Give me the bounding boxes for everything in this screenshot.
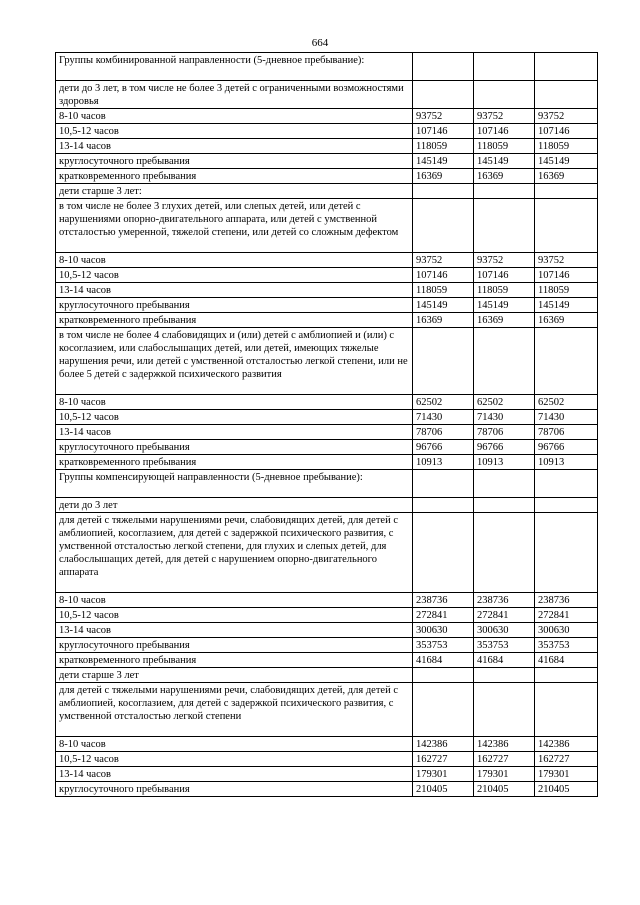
row-value-3: 118059 [535,283,598,298]
table-row [56,124,598,139]
row-value-2: 210405 [474,782,535,797]
row-value-2 [474,53,535,81]
row-value-1: 145149 [413,298,474,313]
row-label: 8-10 часов [56,593,413,608]
row-value-2: 71430 [474,410,535,425]
row-value-2: 16369 [474,313,535,328]
row-value-3: 107146 [535,268,598,283]
row-value-3 [535,81,598,109]
row-label: дети старше 3 лет [56,668,413,683]
row-label: круглосуточного пребывания [56,440,413,455]
row-value-3: 93752 [535,109,598,124]
row-value-3: 162727 [535,752,598,767]
row-value-2: 238736 [474,593,535,608]
table-row [56,638,598,653]
row-value-1 [413,199,474,253]
row-value-2 [474,470,535,498]
row-label: для детей с тяжелыми нарушениями речи, слабовидящих детей, для детей с амблиопией, косоглазием, для детей с задержкой психического развития, с умственной отсталостью легкой степени, для глухих и слепых детей, для слабослышащих детей, для детей с нарушением опорно-двигательного аппарата [56,513,413,593]
row-value-3: 300630 [535,623,598,638]
row-value-1: 93752 [413,109,474,124]
row-label: 10,5-12 часов [56,410,413,425]
table-row [56,268,598,283]
row-label: 10,5-12 часов [56,752,413,767]
row-value-1: 78706 [413,425,474,440]
table-row [56,513,598,593]
row-value-2: 118059 [474,283,535,298]
row-label: 10,5-12 часов [56,124,413,139]
row-value-3: 145149 [535,298,598,313]
table-row [56,81,598,109]
table-row [56,623,598,638]
row-value-1: 179301 [413,767,474,782]
row-value-3: 62502 [535,395,598,410]
row-label: для детей с тяжелыми нарушениями речи, слабовидящих детей, для детей с амблиопией, косоглазием, для детей с задержкой психического развития, с умственной отсталостью легкой степени [56,683,413,737]
row-value-1: 93752 [413,253,474,268]
row-label: дети до 3 лет, в том числе не более 3 детей с ограниченными возможностями здоровья [56,81,413,109]
table-row [56,283,598,298]
row-label: кратковременного пребывания [56,653,413,668]
row-value-2 [474,498,535,513]
row-value-1 [413,328,474,395]
row-value-1 [413,498,474,513]
row-value-3 [535,184,598,199]
row-value-3: 78706 [535,425,598,440]
row-value-2: 96766 [474,440,535,455]
table-body [56,53,598,797]
row-value-3 [535,470,598,498]
row-label: 10,5-12 часов [56,608,413,623]
row-label: 13-14 часов [56,623,413,638]
table-row [56,410,598,425]
row-value-3 [535,513,598,593]
row-label: 13-14 часов [56,283,413,298]
row-label: 8-10 часов [56,109,413,124]
row-value-2: 62502 [474,395,535,410]
row-value-3: 145149 [535,154,598,169]
row-value-2: 162727 [474,752,535,767]
table-row [56,184,598,199]
tariff-table [55,52,598,797]
table-row [56,668,598,683]
row-value-3: 272841 [535,608,598,623]
row-label: круглосуточного пребывания [56,154,413,169]
row-value-2: 353753 [474,638,535,653]
table-row [56,395,598,410]
table-row [56,752,598,767]
row-value-1 [413,668,474,683]
table-row [56,298,598,313]
row-value-3: 179301 [535,767,598,782]
row-value-2: 41684 [474,653,535,668]
table-row [56,455,598,470]
row-label: Группы комбинированной направленности (5-дневное пребывание): [56,53,413,81]
row-value-1 [413,683,474,737]
table-row [56,154,598,169]
table-row [56,199,598,253]
row-value-3: 93752 [535,253,598,268]
row-value-1: 16369 [413,313,474,328]
row-value-1: 238736 [413,593,474,608]
row-label: 13-14 часов [56,425,413,440]
row-label: круглосуточного пребывания [56,298,413,313]
row-value-1 [413,513,474,593]
table-row [56,425,598,440]
row-value-2 [474,513,535,593]
row-value-1: 118059 [413,283,474,298]
row-value-1: 10913 [413,455,474,470]
row-label: круглосуточного пребывания [56,782,413,797]
row-value-1 [413,184,474,199]
row-value-2: 107146 [474,268,535,283]
row-value-2: 93752 [474,109,535,124]
row-value-1: 145149 [413,154,474,169]
row-value-2 [474,81,535,109]
table-row [56,767,598,782]
table-row [56,253,598,268]
row-value-1: 71430 [413,410,474,425]
row-value-2: 272841 [474,608,535,623]
row-value-2: 16369 [474,169,535,184]
row-value-1: 353753 [413,638,474,653]
table-row [56,470,598,498]
row-value-2: 300630 [474,623,535,638]
table-row [56,139,598,154]
row-label: круглосуточного пребывания [56,638,413,653]
row-value-1: 300630 [413,623,474,638]
row-value-3 [535,668,598,683]
table-row [56,53,598,81]
row-value-1: 210405 [413,782,474,797]
table-row [56,328,598,395]
table-row [56,608,598,623]
row-value-1: 142386 [413,737,474,752]
row-value-3: 16369 [535,169,598,184]
row-value-3: 71430 [535,410,598,425]
row-value-2 [474,199,535,253]
row-label: кратковременного пребывания [56,313,413,328]
row-value-2 [474,328,535,395]
table-row [56,593,598,608]
row-value-1: 272841 [413,608,474,623]
row-value-2: 118059 [474,139,535,154]
row-value-3: 118059 [535,139,598,154]
row-label: 8-10 часов [56,253,413,268]
row-value-2 [474,668,535,683]
table-row [56,683,598,737]
row-label: кратковременного пребывания [56,455,413,470]
row-value-2 [474,184,535,199]
row-label: дети старше 3 лет: [56,184,413,199]
row-value-2: 93752 [474,253,535,268]
page-number: 664 [311,37,329,49]
row-label: кратковременного пребывания [56,169,413,184]
row-value-3: 210405 [535,782,598,797]
row-value-3: 96766 [535,440,598,455]
row-label: 8-10 часов [56,395,413,410]
row-value-1 [413,470,474,498]
row-value-1 [413,81,474,109]
row-value-2: 107146 [474,124,535,139]
table-row [56,109,598,124]
row-value-1: 162727 [413,752,474,767]
row-label: 10,5-12 часов [56,268,413,283]
row-label: 13-14 часов [56,767,413,782]
row-label: 13-14 часов [56,139,413,154]
table-row [56,313,598,328]
row-value-3 [535,328,598,395]
row-value-3: 10913 [535,455,598,470]
row-label: 8-10 часов [56,737,413,752]
row-value-3 [535,498,598,513]
row-value-3: 238736 [535,593,598,608]
row-value-2: 10913 [474,455,535,470]
row-value-2: 179301 [474,767,535,782]
row-value-2: 78706 [474,425,535,440]
row-value-1 [413,53,474,81]
row-value-1: 118059 [413,139,474,154]
row-value-3 [535,53,598,81]
row-value-1: 62502 [413,395,474,410]
row-value-3: 353753 [535,638,598,653]
row-value-1: 107146 [413,124,474,139]
row-value-3 [535,199,598,253]
row-value-1: 41684 [413,653,474,668]
row-value-3 [535,683,598,737]
row-value-2: 145149 [474,154,535,169]
row-value-1: 107146 [413,268,474,283]
row-value-1: 16369 [413,169,474,184]
row-value-2 [474,683,535,737]
row-value-3: 16369 [535,313,598,328]
table-row [56,440,598,455]
row-label: дети до 3 лет [56,498,413,513]
row-value-3: 142386 [535,737,598,752]
row-label: Группы компенсирующей направленности (5-дневное пребывание): [56,470,413,498]
table-row [56,737,598,752]
row-value-2: 142386 [474,737,535,752]
row-label: в том числе не более 3 глухих детей, или слепых детей, или детей с нарушениями опорно-двигательного аппарата, или детей с умственной отсталостью умеренной, тяжелой степени, или детей со сложным дефектом [56,199,413,253]
table-row [56,653,598,668]
row-label: в том числе не более 4 слабовидящих и (или) детей с амблиопией и (или) с косоглазием, или слабослышащих детей, или детей, имеющих тяжелые нарушения речи, или детей с умственной отсталостью легкой степени, или не более 5 детей с задержкой психического развития [56,328,413,395]
row-value-3: 107146 [535,124,598,139]
table-row [56,498,598,513]
row-value-2: 145149 [474,298,535,313]
row-value-1: 96766 [413,440,474,455]
row-value-3: 41684 [535,653,598,668]
table-row [56,782,598,797]
table-row [56,169,598,184]
